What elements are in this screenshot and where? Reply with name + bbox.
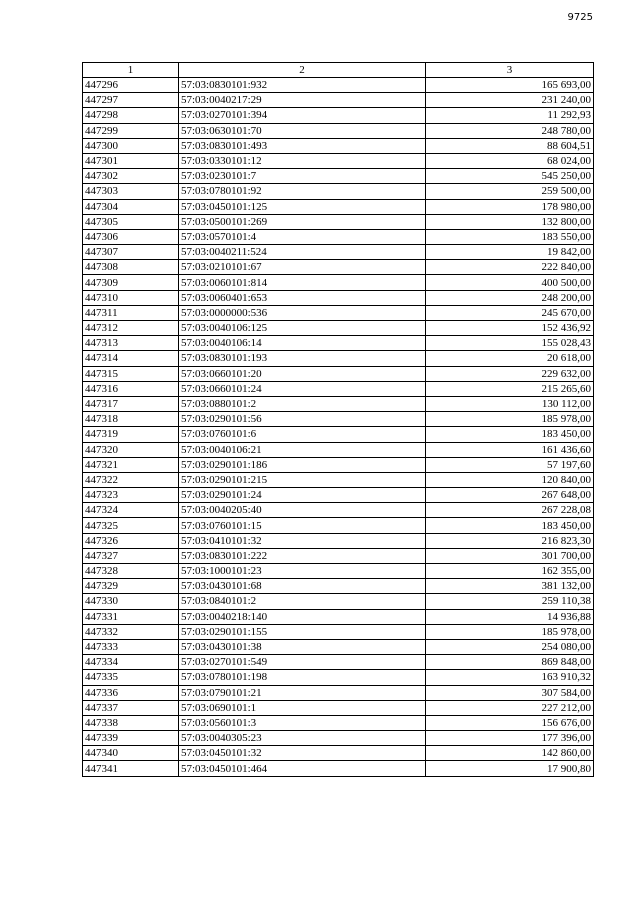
cadastral-value: 185 978,00: [426, 412, 594, 427]
cadastral-number: 57:03:0760101:6: [179, 427, 426, 442]
cadastral-number: 57:03:0210101:67: [179, 260, 426, 275]
cadastral-number: 57:03:0230101:7: [179, 169, 426, 184]
cadastral-value: 248 200,00: [426, 290, 594, 305]
record-number: 447303: [83, 184, 179, 199]
cadastral-number: 57:03:0430101:68: [179, 579, 426, 594]
cadastral-value: 11 292,93: [426, 108, 594, 123]
record-number: 447319: [83, 427, 179, 442]
table-row: [83, 488, 594, 503]
cadastral-value: 400 500,00: [426, 275, 594, 290]
cadastral-number: 57:03:0450101:32: [179, 746, 426, 761]
record-number: 447324: [83, 503, 179, 518]
cadastral-number: 57:03:0760101:15: [179, 518, 426, 533]
table-row: [83, 548, 594, 563]
table-row: [83, 594, 594, 609]
cadastral-number: 57:03:0560101:3: [179, 715, 426, 730]
cadastral-value: 185 978,00: [426, 624, 594, 639]
cadastral-number: 57:03:0830101:932: [179, 78, 426, 93]
table-row: [83, 214, 594, 229]
record-number: 447304: [83, 199, 179, 214]
cadastral-number: 57:03:0040211:524: [179, 245, 426, 260]
cadastral-value: 142 860,00: [426, 746, 594, 761]
cadastral-number: 57:03:0290101:56: [179, 412, 426, 427]
cadastral-number: 57:03:0780101:92: [179, 184, 426, 199]
column-header-3: 3: [426, 63, 594, 78]
cadastral-number: 57:03:0830101:493: [179, 138, 426, 153]
cadastral-value: 301 700,00: [426, 548, 594, 563]
table-row: [83, 442, 594, 457]
cadastral-value: 163 910,32: [426, 670, 594, 685]
cadastral-number: 57:03:0830101:222: [179, 548, 426, 563]
record-number: 447310: [83, 290, 179, 305]
table-row: [83, 533, 594, 548]
cadastral-value: 68 024,00: [426, 153, 594, 168]
table-row: [83, 624, 594, 639]
cadastral-value: 183 450,00: [426, 518, 594, 533]
cadastral-value: 178 980,00: [426, 199, 594, 214]
column-header-1: 1: [83, 63, 179, 78]
cadastral-number: 57:03:0660101:20: [179, 366, 426, 381]
record-number: 447330: [83, 594, 179, 609]
record-number: 447300: [83, 138, 179, 153]
cadastral-value: 19 842,00: [426, 245, 594, 260]
cadastral-number: 57:03:0040217:29: [179, 93, 426, 108]
cadastral-value: 869 848,00: [426, 655, 594, 670]
cadastral-number: 57:03:0270101:549: [179, 655, 426, 670]
cadastral-number: 57:03:0040305:23: [179, 731, 426, 746]
table-row: [83, 503, 594, 518]
cadastral-number: 57:03:0570101:4: [179, 229, 426, 244]
record-number: 447339: [83, 731, 179, 746]
cadastral-number: 57:03:0290101:155: [179, 624, 426, 639]
record-number: 447320: [83, 442, 179, 457]
table-row: [83, 366, 594, 381]
table-row: [83, 427, 594, 442]
table-row: [83, 336, 594, 351]
table-body: [83, 78, 594, 777]
cadastral-value: 17 900,80: [426, 761, 594, 776]
cadastral-number: 57:03:0290101:215: [179, 472, 426, 487]
record-number: 447328: [83, 564, 179, 579]
cadastral-number: 57:03:0060401:653: [179, 290, 426, 305]
record-number: 447311: [83, 305, 179, 320]
cadastral-value: 245 670,00: [426, 305, 594, 320]
record-number: 447299: [83, 123, 179, 138]
table-row: [83, 761, 594, 776]
cadastral-value: 130 112,00: [426, 396, 594, 411]
cadastral-value: 381 132,00: [426, 579, 594, 594]
cadastral-value: 132 800,00: [426, 214, 594, 229]
cadastral-number: 57:03:0290101:24: [179, 488, 426, 503]
cadastral-value: 307 584,00: [426, 685, 594, 700]
record-number: 447341: [83, 761, 179, 776]
table-row: [83, 229, 594, 244]
record-number: 447331: [83, 609, 179, 624]
table-row: [83, 564, 594, 579]
table-row: [83, 93, 594, 108]
cadastral-number: 57:03:0450101:125: [179, 199, 426, 214]
cadastral-value: 183 450,00: [426, 427, 594, 442]
table-row: [83, 275, 594, 290]
record-number: 447334: [83, 655, 179, 670]
cadastral-value: 165 693,00: [426, 78, 594, 93]
record-number: 447317: [83, 396, 179, 411]
table-row: [83, 321, 594, 336]
cadastral-value-table: [82, 62, 594, 777]
record-number: 447308: [83, 260, 179, 275]
cadastral-value: 215 265,60: [426, 381, 594, 396]
cadastral-value: 222 840,00: [426, 260, 594, 275]
table-row: [83, 412, 594, 427]
record-number: 447316: [83, 381, 179, 396]
record-number: 447338: [83, 715, 179, 730]
record-number: 447326: [83, 533, 179, 548]
record-number: 447332: [83, 624, 179, 639]
record-number: 447325: [83, 518, 179, 533]
cadastral-number: 57:03:0040205:40: [179, 503, 426, 518]
cadastral-value: 259 500,00: [426, 184, 594, 199]
table-row: [83, 731, 594, 746]
table-row: [83, 746, 594, 761]
record-number: 447305: [83, 214, 179, 229]
cadastral-number: 57:03:0040106:125: [179, 321, 426, 336]
cadastral-value: 267 228,08: [426, 503, 594, 518]
cadastral-number: 57:03:0330101:12: [179, 153, 426, 168]
cadastral-value: 227 212,00: [426, 700, 594, 715]
cadastral-value: 267 648,00: [426, 488, 594, 503]
record-number: 447318: [83, 412, 179, 427]
record-number: 447298: [83, 108, 179, 123]
record-number: 447312: [83, 321, 179, 336]
cadastral-number: 57:03:0880101:2: [179, 396, 426, 411]
cadastral-value: 248 780,00: [426, 123, 594, 138]
cadastral-number: 57:03:0790101:21: [179, 685, 426, 700]
cadastral-number: 57:03:0270101:394: [179, 108, 426, 123]
cadastral-value: 156 676,00: [426, 715, 594, 730]
cadastral-number: 57:03:0830101:193: [179, 351, 426, 366]
record-number: 447323: [83, 488, 179, 503]
table-row: [83, 685, 594, 700]
record-number: 447315: [83, 366, 179, 381]
cadastral-value: 229 632,00: [426, 366, 594, 381]
cadastral-value: 259 110,38: [426, 594, 594, 609]
table-row: [83, 655, 594, 670]
table-row: [83, 260, 594, 275]
table-row: [83, 123, 594, 138]
cadastral-value: 14 936,88: [426, 609, 594, 624]
table-row: [83, 184, 594, 199]
record-number: 447335: [83, 670, 179, 685]
table-row: [83, 396, 594, 411]
cadastral-number: 57:03:0660101:24: [179, 381, 426, 396]
cadastral-value: 183 550,00: [426, 229, 594, 244]
record-number: 447336: [83, 685, 179, 700]
table-row: [83, 609, 594, 624]
table-row: [83, 670, 594, 685]
record-number: 447313: [83, 336, 179, 351]
cadastral-number: 57:03:0780101:198: [179, 670, 426, 685]
table-row: [83, 518, 594, 533]
table-row: [83, 351, 594, 366]
record-number: 447321: [83, 457, 179, 472]
record-number: 447329: [83, 579, 179, 594]
page-number: 9725: [567, 12, 593, 23]
record-number: 447322: [83, 472, 179, 487]
cadastral-number: 57:03:0430101:38: [179, 639, 426, 654]
cadastral-value: 231 240,00: [426, 93, 594, 108]
record-number: 447333: [83, 639, 179, 654]
table-header: [83, 63, 594, 78]
table-row: [83, 290, 594, 305]
cadastral-number: 57:03:1000101:23: [179, 564, 426, 579]
cadastral-number: 57:03:0040218:140: [179, 609, 426, 624]
record-number: 447340: [83, 746, 179, 761]
cadastral-number: 57:03:0690101:1: [179, 700, 426, 715]
record-number: 447307: [83, 245, 179, 260]
table-row: [83, 457, 594, 472]
table-row: [83, 639, 594, 654]
cadastral-number: 57:03:0040106:14: [179, 336, 426, 351]
record-number: 447327: [83, 548, 179, 563]
cadastral-value: 88 604,51: [426, 138, 594, 153]
cadastral-number: 57:03:0630101:70: [179, 123, 426, 138]
table-row: [83, 472, 594, 487]
cadastral-value: 57 197,60: [426, 457, 594, 472]
table-row: [83, 245, 594, 260]
cadastral-number: 57:03:0410101:32: [179, 533, 426, 548]
cadastral-value: 20 618,00: [426, 351, 594, 366]
cadastral-number: 57:03:0000000:536: [179, 305, 426, 320]
record-number: 447296: [83, 78, 179, 93]
record-number: 447337: [83, 700, 179, 715]
cadastral-value: 162 355,00: [426, 564, 594, 579]
table-row: [83, 381, 594, 396]
table-row: [83, 700, 594, 715]
record-number: 447297: [83, 93, 179, 108]
record-number: 447306: [83, 229, 179, 244]
column-header-2: 2: [179, 63, 426, 78]
table-row: [83, 715, 594, 730]
cadastral-number: 57:03:0840101:2: [179, 594, 426, 609]
table-row: [83, 579, 594, 594]
table-row: [83, 78, 594, 93]
record-number: 447309: [83, 275, 179, 290]
cadastral-value: 155 028,43: [426, 336, 594, 351]
cadastral-number: 57:03:0290101:186: [179, 457, 426, 472]
cadastral-number: 57:03:0450101:464: [179, 761, 426, 776]
cadastral-number: 57:03:0060101:814: [179, 275, 426, 290]
table-row: [83, 138, 594, 153]
header-row: [83, 63, 594, 78]
cadastral-value: 161 436,60: [426, 442, 594, 457]
table-row: [83, 108, 594, 123]
cadastral-number: 57:03:0500101:269: [179, 214, 426, 229]
record-number: 447301: [83, 153, 179, 168]
record-number: 447314: [83, 351, 179, 366]
cadastral-value: 545 250,00: [426, 169, 594, 184]
record-number: 447302: [83, 169, 179, 184]
table-row: [83, 305, 594, 320]
cadastral-number: 57:03:0040106:21: [179, 442, 426, 457]
cadastral-value: 152 436,92: [426, 321, 594, 336]
cadastral-value: 254 080,00: [426, 639, 594, 654]
cadastral-value: 216 823,30: [426, 533, 594, 548]
cadastral-value: 120 840,00: [426, 472, 594, 487]
cadastral-value: 177 396,00: [426, 731, 594, 746]
table-row: [83, 199, 594, 214]
table-row: [83, 169, 594, 184]
table-row: [83, 153, 594, 168]
